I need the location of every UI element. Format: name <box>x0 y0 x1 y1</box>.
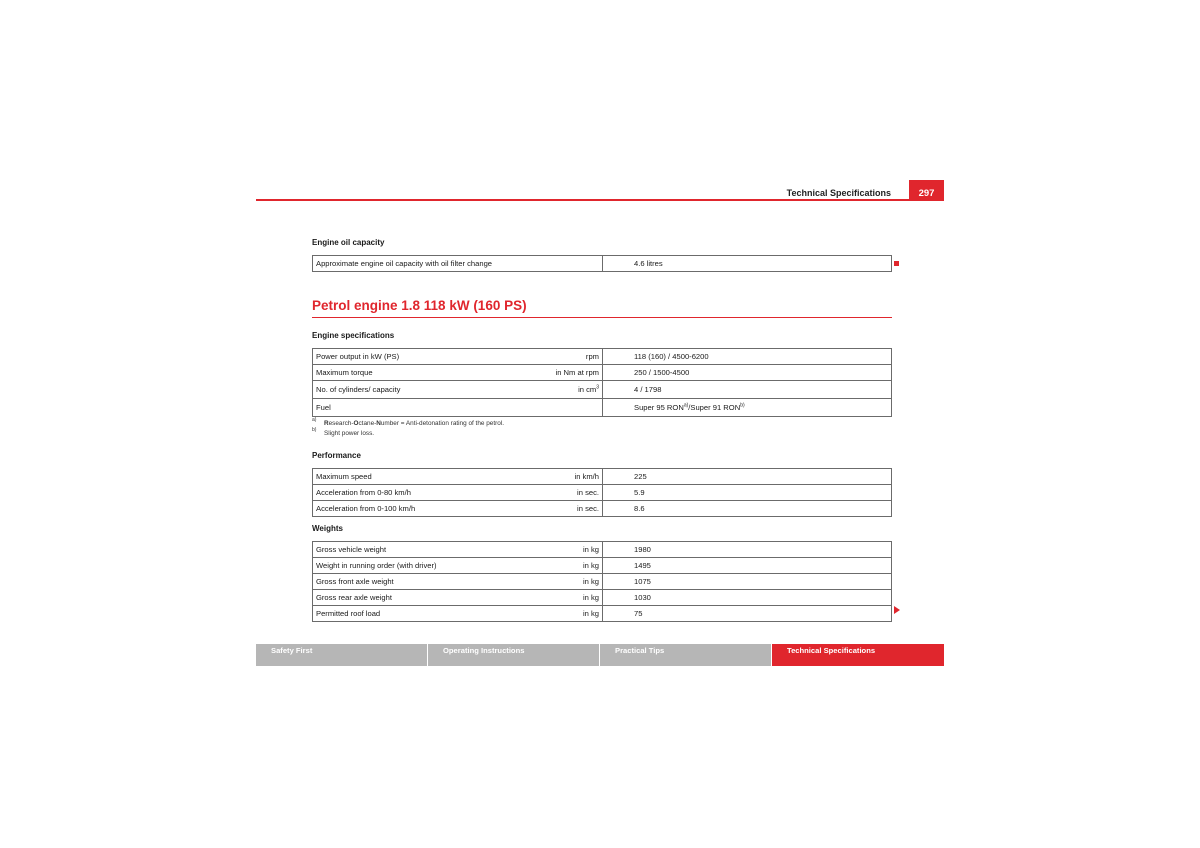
row-unit: in kg <box>582 593 599 602</box>
table-row <box>313 469 892 485</box>
oil-capacity-title: Engine oil capacity <box>312 238 385 247</box>
page-number: 297 <box>909 180 944 200</box>
row-label: Weight in running order (with driver) <box>316 561 437 570</box>
row-unit: in kg <box>582 577 599 586</box>
table-row <box>313 558 892 574</box>
row-label: Maximum speed <box>316 472 372 481</box>
footnote-bold: R <box>324 420 329 427</box>
performance-title: Performance <box>312 451 361 460</box>
fuel-primary: Super 95 RON <box>634 403 684 412</box>
triangle-arrow-icon[interactable] <box>894 606 900 614</box>
table-row <box>313 590 892 606</box>
engine-spec-table <box>312 348 892 417</box>
footnote-a <box>312 417 504 427</box>
row-unit: in kg <box>582 561 599 570</box>
table-row <box>313 381 892 399</box>
footnote-text: Slight power loss. <box>324 430 375 437</box>
row-label: Maximum torque <box>316 368 373 377</box>
header-rule <box>256 199 944 201</box>
row-unit: in Nm at rpm <box>555 368 599 377</box>
row-value: 1075 <box>603 574 892 590</box>
row-value: 225 <box>603 469 892 485</box>
running-header-title: Technical Specifications <box>786 188 891 198</box>
row-value: 75 <box>603 606 892 622</box>
table-row <box>313 606 892 622</box>
tab-safety-first[interactable]: Safety First <box>256 644 427 666</box>
row-label: Approximate engine oil capacity with oil filter change <box>316 259 493 268</box>
row-label: Gross vehicle weight <box>316 545 387 554</box>
row-value <box>603 399 892 417</box>
row-value: 118 (160) / 4500-6200 <box>603 349 892 365</box>
row-value: 4.6 litres <box>603 256 892 272</box>
footnote-text: esearch- <box>328 420 354 427</box>
row-label: Acceleration from 0-80 km/h <box>316 488 411 497</box>
row-unit: in km/h <box>574 472 599 481</box>
weights-table <box>312 541 892 622</box>
row-value: 1030 <box>603 590 892 606</box>
chapter-tabs <box>256 644 944 666</box>
row-label: No. of cylinders/ capacity <box>316 385 401 394</box>
row-unit: in sec. <box>577 488 599 497</box>
table-row <box>313 501 892 517</box>
weights-title: Weights <box>312 524 343 533</box>
engine-spec-title: Engine specifications <box>312 331 395 340</box>
row-unit <box>578 385 599 394</box>
square-end-icon <box>894 261 899 266</box>
table-row <box>313 256 892 272</box>
row-value: 5.9 <box>603 485 892 501</box>
footnote-text: umber = Anti-detonation rating of the petrol. <box>380 420 504 427</box>
table-row <box>313 542 892 558</box>
footnote-ref-b: b) <box>740 402 745 409</box>
heading-rule <box>312 317 892 318</box>
row-unit: in kg <box>582 545 599 554</box>
tab-technical-specifications[interactable]: Technical Specifications <box>772 644 944 666</box>
footnote-b <box>312 427 375 437</box>
row-value: 250 / 1500-4500 <box>603 365 892 381</box>
row-unit: in sec. <box>577 504 599 513</box>
row-label: Gross rear axle weight <box>316 593 392 602</box>
row-value: 4 / 1798 <box>603 381 892 399</box>
row-unit: rpm <box>585 352 599 361</box>
footnote-mark: a) <box>312 417 317 423</box>
page-heading: Petrol engine 1.8 118 kW (160 PS) <box>312 298 527 313</box>
tab-practical-tips[interactable]: Practical Tips <box>600 644 771 666</box>
table-row <box>313 365 892 381</box>
footnote-mark: b) <box>312 427 317 433</box>
table-row <box>313 399 892 417</box>
table-row <box>313 349 892 365</box>
unit-superscript: 3 <box>596 384 599 391</box>
fuel-secondary: /Super 91 RON <box>688 403 741 412</box>
row-label: Gross front axle weight <box>316 577 394 586</box>
table-row <box>313 485 892 501</box>
row-label: Acceleration from 0-100 km/h <box>316 504 416 513</box>
performance-table <box>312 468 892 517</box>
row-value: 8.6 <box>603 501 892 517</box>
oil-capacity-table <box>312 255 892 272</box>
row-label: Power output in kW (PS) <box>316 352 400 361</box>
row-value: 1495 <box>603 558 892 574</box>
footnote-ref-a: a) <box>683 402 689 409</box>
tab-operating-instructions[interactable]: Operating Instructions <box>428 644 599 666</box>
row-value: 1980 <box>603 542 892 558</box>
footnote-bold: N <box>376 420 381 427</box>
footnote-bold: O <box>353 420 359 427</box>
row-label: Fuel <box>316 403 331 412</box>
row-label: Permitted roof load <box>316 609 381 618</box>
table-row <box>313 574 892 590</box>
footnote-text: ctane- <box>358 420 377 427</box>
unit-text: in cm <box>578 385 597 394</box>
row-unit: in kg <box>582 609 599 618</box>
